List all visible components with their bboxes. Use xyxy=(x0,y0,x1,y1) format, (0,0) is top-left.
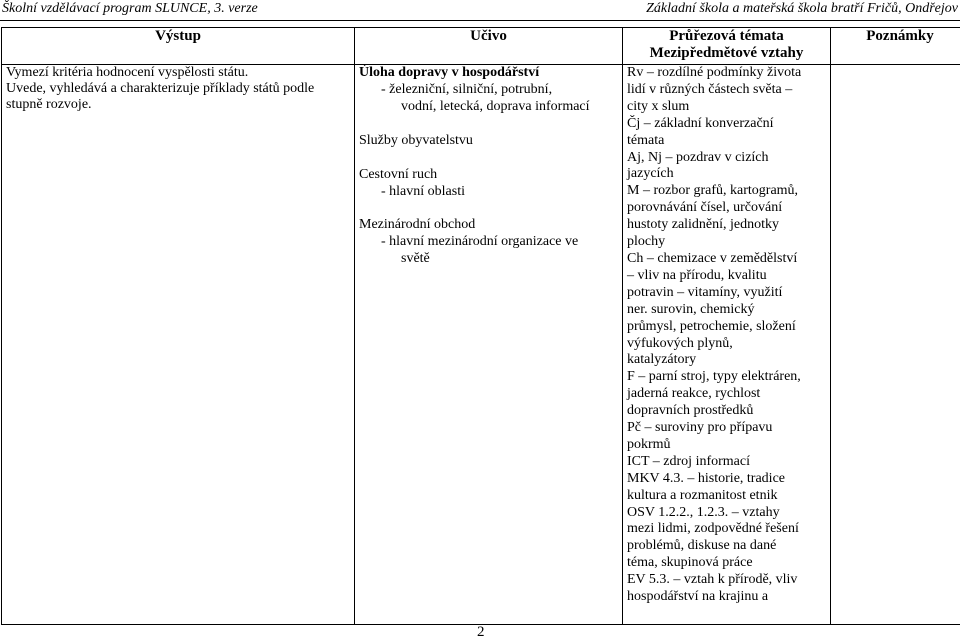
ucivo-heading-obchod: Mezinárodní obchod xyxy=(359,217,476,233)
pruvezova-line: ner. surovin, chemický xyxy=(627,301,755,317)
pruvezova-line: dopravních prostředků xyxy=(627,403,754,419)
page-number: 2 xyxy=(477,624,485,640)
pruvezova-line: jaderná reakce, rychlost xyxy=(627,386,761,402)
pruvezova-line: Aj, Nj – pozdrav v cizích xyxy=(627,149,769,165)
column-header-poznamky: Poznámky xyxy=(831,28,960,65)
column-header-ucivo: Učivo xyxy=(355,28,623,65)
column-header-pruvezova-line1: Průřezová témata xyxy=(669,28,784,44)
cell-ucivo xyxy=(355,65,623,625)
pruvezova-line: pokrmů xyxy=(627,436,671,452)
ucivo-heading-sluzby: Služby obyvatelstvu xyxy=(359,132,473,148)
ucivo-item: vodní, letecká, doprava informací xyxy=(401,98,590,114)
pruvezova-line: hospodářství na krajinu a xyxy=(627,589,769,605)
vystup-line: stupně rozvoje. xyxy=(6,97,92,112)
ucivo-heading-doprava: Úloha dopravy v hospodářství xyxy=(359,65,540,80)
pruvezova-line: jazycích xyxy=(627,166,674,182)
cell-vystup xyxy=(2,65,355,625)
cell-poznamky xyxy=(831,65,960,625)
pruvezova-line: výfukových plynů, xyxy=(627,335,733,351)
pruvezova-line: Pč – suroviny pro přípavu xyxy=(627,420,773,436)
pruvezova-line: hustoty zalidnění, jednotky xyxy=(627,217,780,233)
pruvezova-line: M – rozbor grafů, kartogramů, xyxy=(627,183,799,199)
pruvezova-line: porovnávání čísel, určování xyxy=(627,200,783,216)
table-row xyxy=(2,65,960,625)
header-rule xyxy=(0,20,960,21)
pruvezova-line: téma, skupinová práce xyxy=(627,555,753,571)
pruvezova-line: lidí v různých částech světa – xyxy=(627,81,793,97)
pruvezova-line: problémů, diskuse na dané xyxy=(627,538,777,554)
pruvezova-line: F – parní stroj, typy elektráren, xyxy=(627,369,801,385)
page-header xyxy=(0,0,960,24)
ucivo-item: - železniční, silniční, potrubní, xyxy=(381,81,553,97)
column-header-pruvezova xyxy=(623,28,831,65)
ucivo-item: světě xyxy=(401,251,430,267)
pruvezova-line: MKV 4.3. – historie, tradice xyxy=(627,470,785,486)
pruvezova-line: katalyzátory xyxy=(627,352,697,368)
pruvezova-line: témata xyxy=(627,132,665,148)
cell-pruvezova xyxy=(623,65,831,625)
column-header-vystup: Výstup xyxy=(2,28,355,65)
pruvezova-line: OSV 1.2.2., 1.2.3. – vztahy xyxy=(627,504,780,520)
pruvezova-line: – vliv na přírodu, kvalitu xyxy=(627,267,767,283)
column-header-pruvezova-line2: Mezipředmětové vztahy xyxy=(649,45,804,61)
pruvezova-line: Ch – chemizace v zemědělství xyxy=(627,250,798,266)
vystup-line: Uvede, vyhledává a charakterizuje příklady států podle xyxy=(6,81,315,96)
pruvezova-line: city x slum xyxy=(627,98,690,114)
ucivo-item: - hlavní oblasti xyxy=(381,183,465,199)
ucivo-item: - hlavní mezinárodní organizace ve xyxy=(381,234,579,250)
pruvezova-line: ICT – zdroj informací xyxy=(627,453,750,469)
pruvezova-line: EV 5.3. – vztah k přírodě, vliv xyxy=(627,572,798,588)
pruvezova-line: Čj – základní konverzační xyxy=(627,115,774,131)
pruvezova-line: potravin – vitamíny, využití xyxy=(627,284,783,300)
vystup-line: Vymezí kritéria hodnocení vyspělosti státu. xyxy=(6,65,249,80)
table-header-row xyxy=(2,28,960,65)
curriculum-table xyxy=(1,27,960,625)
pruvezova-line: průmysl, petrochemie, složení xyxy=(627,318,796,334)
pruvezova-lines xyxy=(627,65,826,606)
pruvezova-line: Rv – rozdílné podmínky života xyxy=(627,65,802,80)
pruvezova-line: plochy xyxy=(627,234,666,250)
header-school-program: Školní vzdělávací program SLUNCE, 3. verze xyxy=(2,1,258,16)
header-school-name: Základní škola a mateřská škola bratří Fričů, Ondřejov xyxy=(646,1,958,16)
pruvezova-line: kultura a rozmanitost etnik xyxy=(627,487,778,503)
pruvezova-line: mezi lidmi, zodpovědné řešení xyxy=(627,521,799,537)
ucivo-heading-cestovni: Cestovní ruch xyxy=(359,166,438,182)
